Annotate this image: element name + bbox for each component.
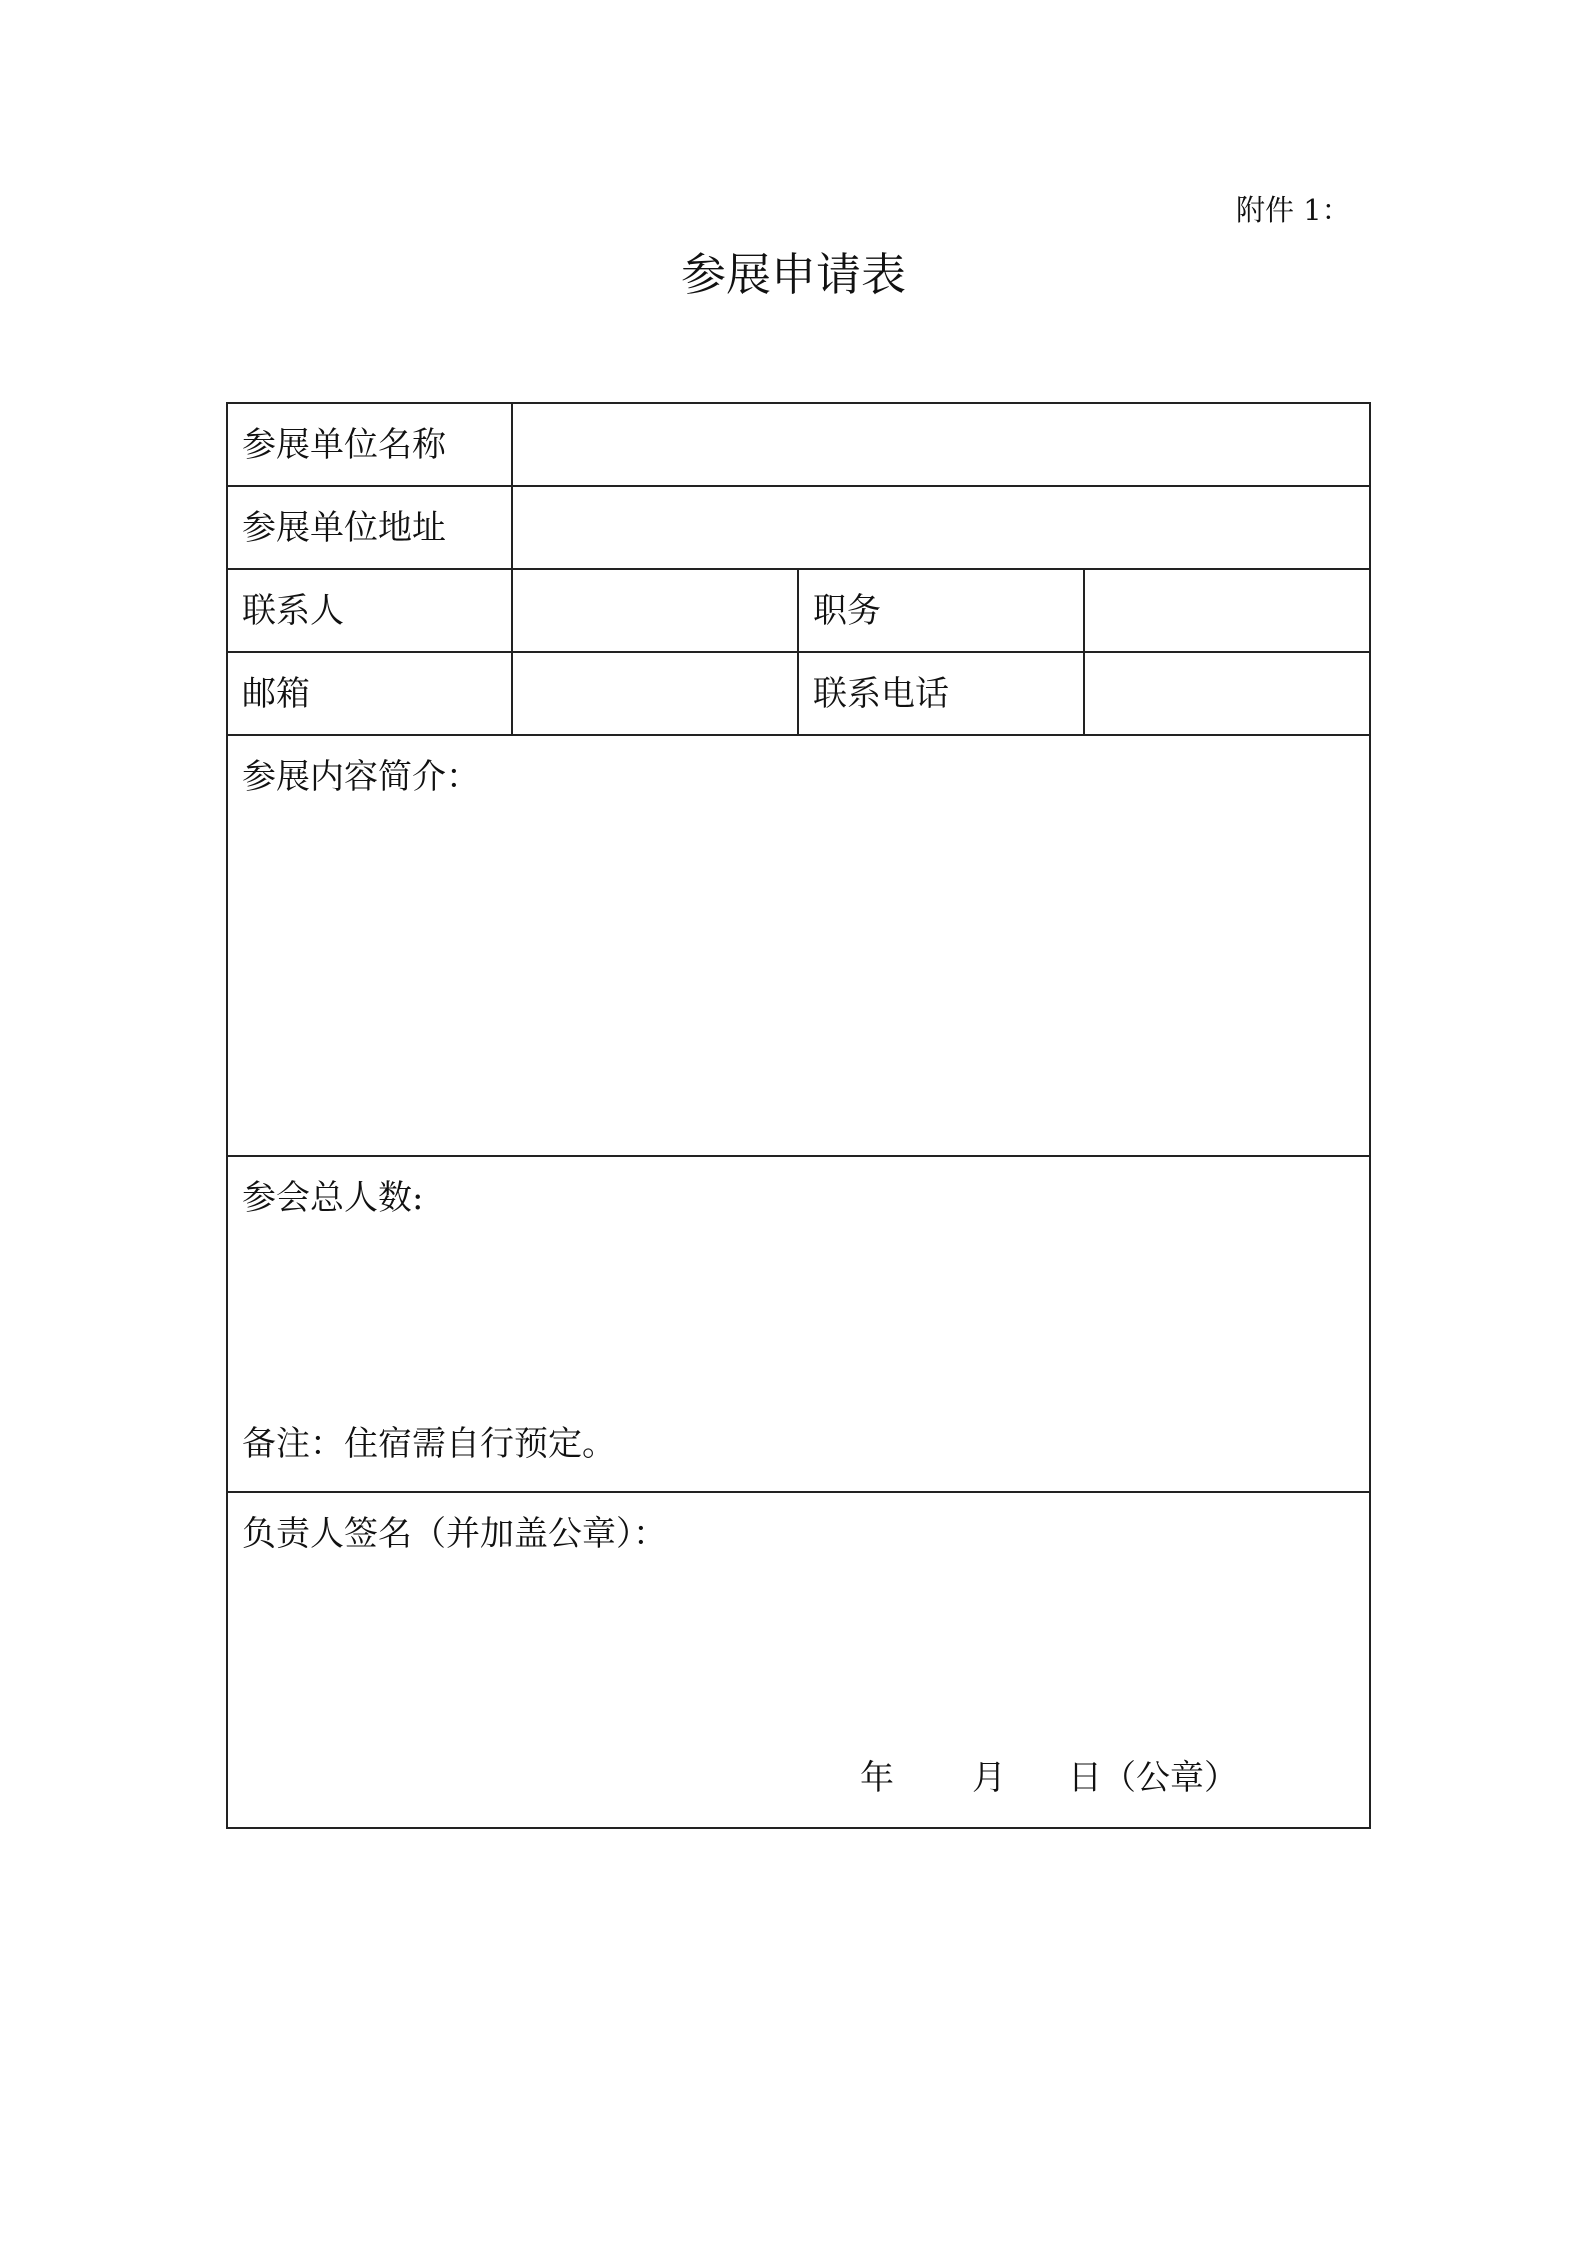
unit-name-field[interactable] xyxy=(512,403,1370,486)
unit-address-field[interactable] xyxy=(512,486,1370,569)
date-year: 年 xyxy=(860,1758,894,1798)
date-line xyxy=(860,1756,1238,1800)
attachment-label: 附件 1： xyxy=(1236,193,1351,227)
unit-address-row xyxy=(227,486,1370,569)
position-label: 职务 xyxy=(798,569,1084,652)
intro-field[interactable] xyxy=(227,735,1370,1156)
signature-label: 负责人签名（并加盖公章）： xyxy=(242,1514,667,1554)
date-month: 月 xyxy=(972,1758,1006,1798)
page-title: 参展申请表 xyxy=(680,248,906,301)
signature-row xyxy=(227,1492,1370,1828)
date-day-seal: 日（公章） xyxy=(1068,1758,1238,1798)
application-form-table xyxy=(226,402,1371,1829)
signature-field[interactable] xyxy=(227,1492,1370,1828)
phone-label: 联系电话 xyxy=(798,652,1084,735)
accommodation-note: 备注：住宿需自行预定。 xyxy=(242,1424,616,1464)
intro-row xyxy=(227,735,1370,1156)
unit-name-label: 参展单位名称 xyxy=(227,403,512,486)
phone-field[interactable] xyxy=(1084,652,1370,735)
contact-label: 联系人 xyxy=(227,569,512,652)
position-field[interactable] xyxy=(1084,569,1370,652)
contact-field[interactable] xyxy=(512,569,798,652)
contact-row xyxy=(227,569,1370,652)
attendees-row xyxy=(227,1156,1370,1492)
unit-name-row xyxy=(227,403,1370,486)
email-label: 邮箱 xyxy=(227,652,512,735)
email-phone-row xyxy=(227,652,1370,735)
unit-address-label: 参展单位地址 xyxy=(227,486,512,569)
intro-label: 参展内容简介： xyxy=(242,757,480,797)
attendees-label: 参会总人数: xyxy=(242,1178,424,1218)
attendees-field[interactable] xyxy=(227,1156,1370,1492)
email-field[interactable] xyxy=(512,652,798,735)
